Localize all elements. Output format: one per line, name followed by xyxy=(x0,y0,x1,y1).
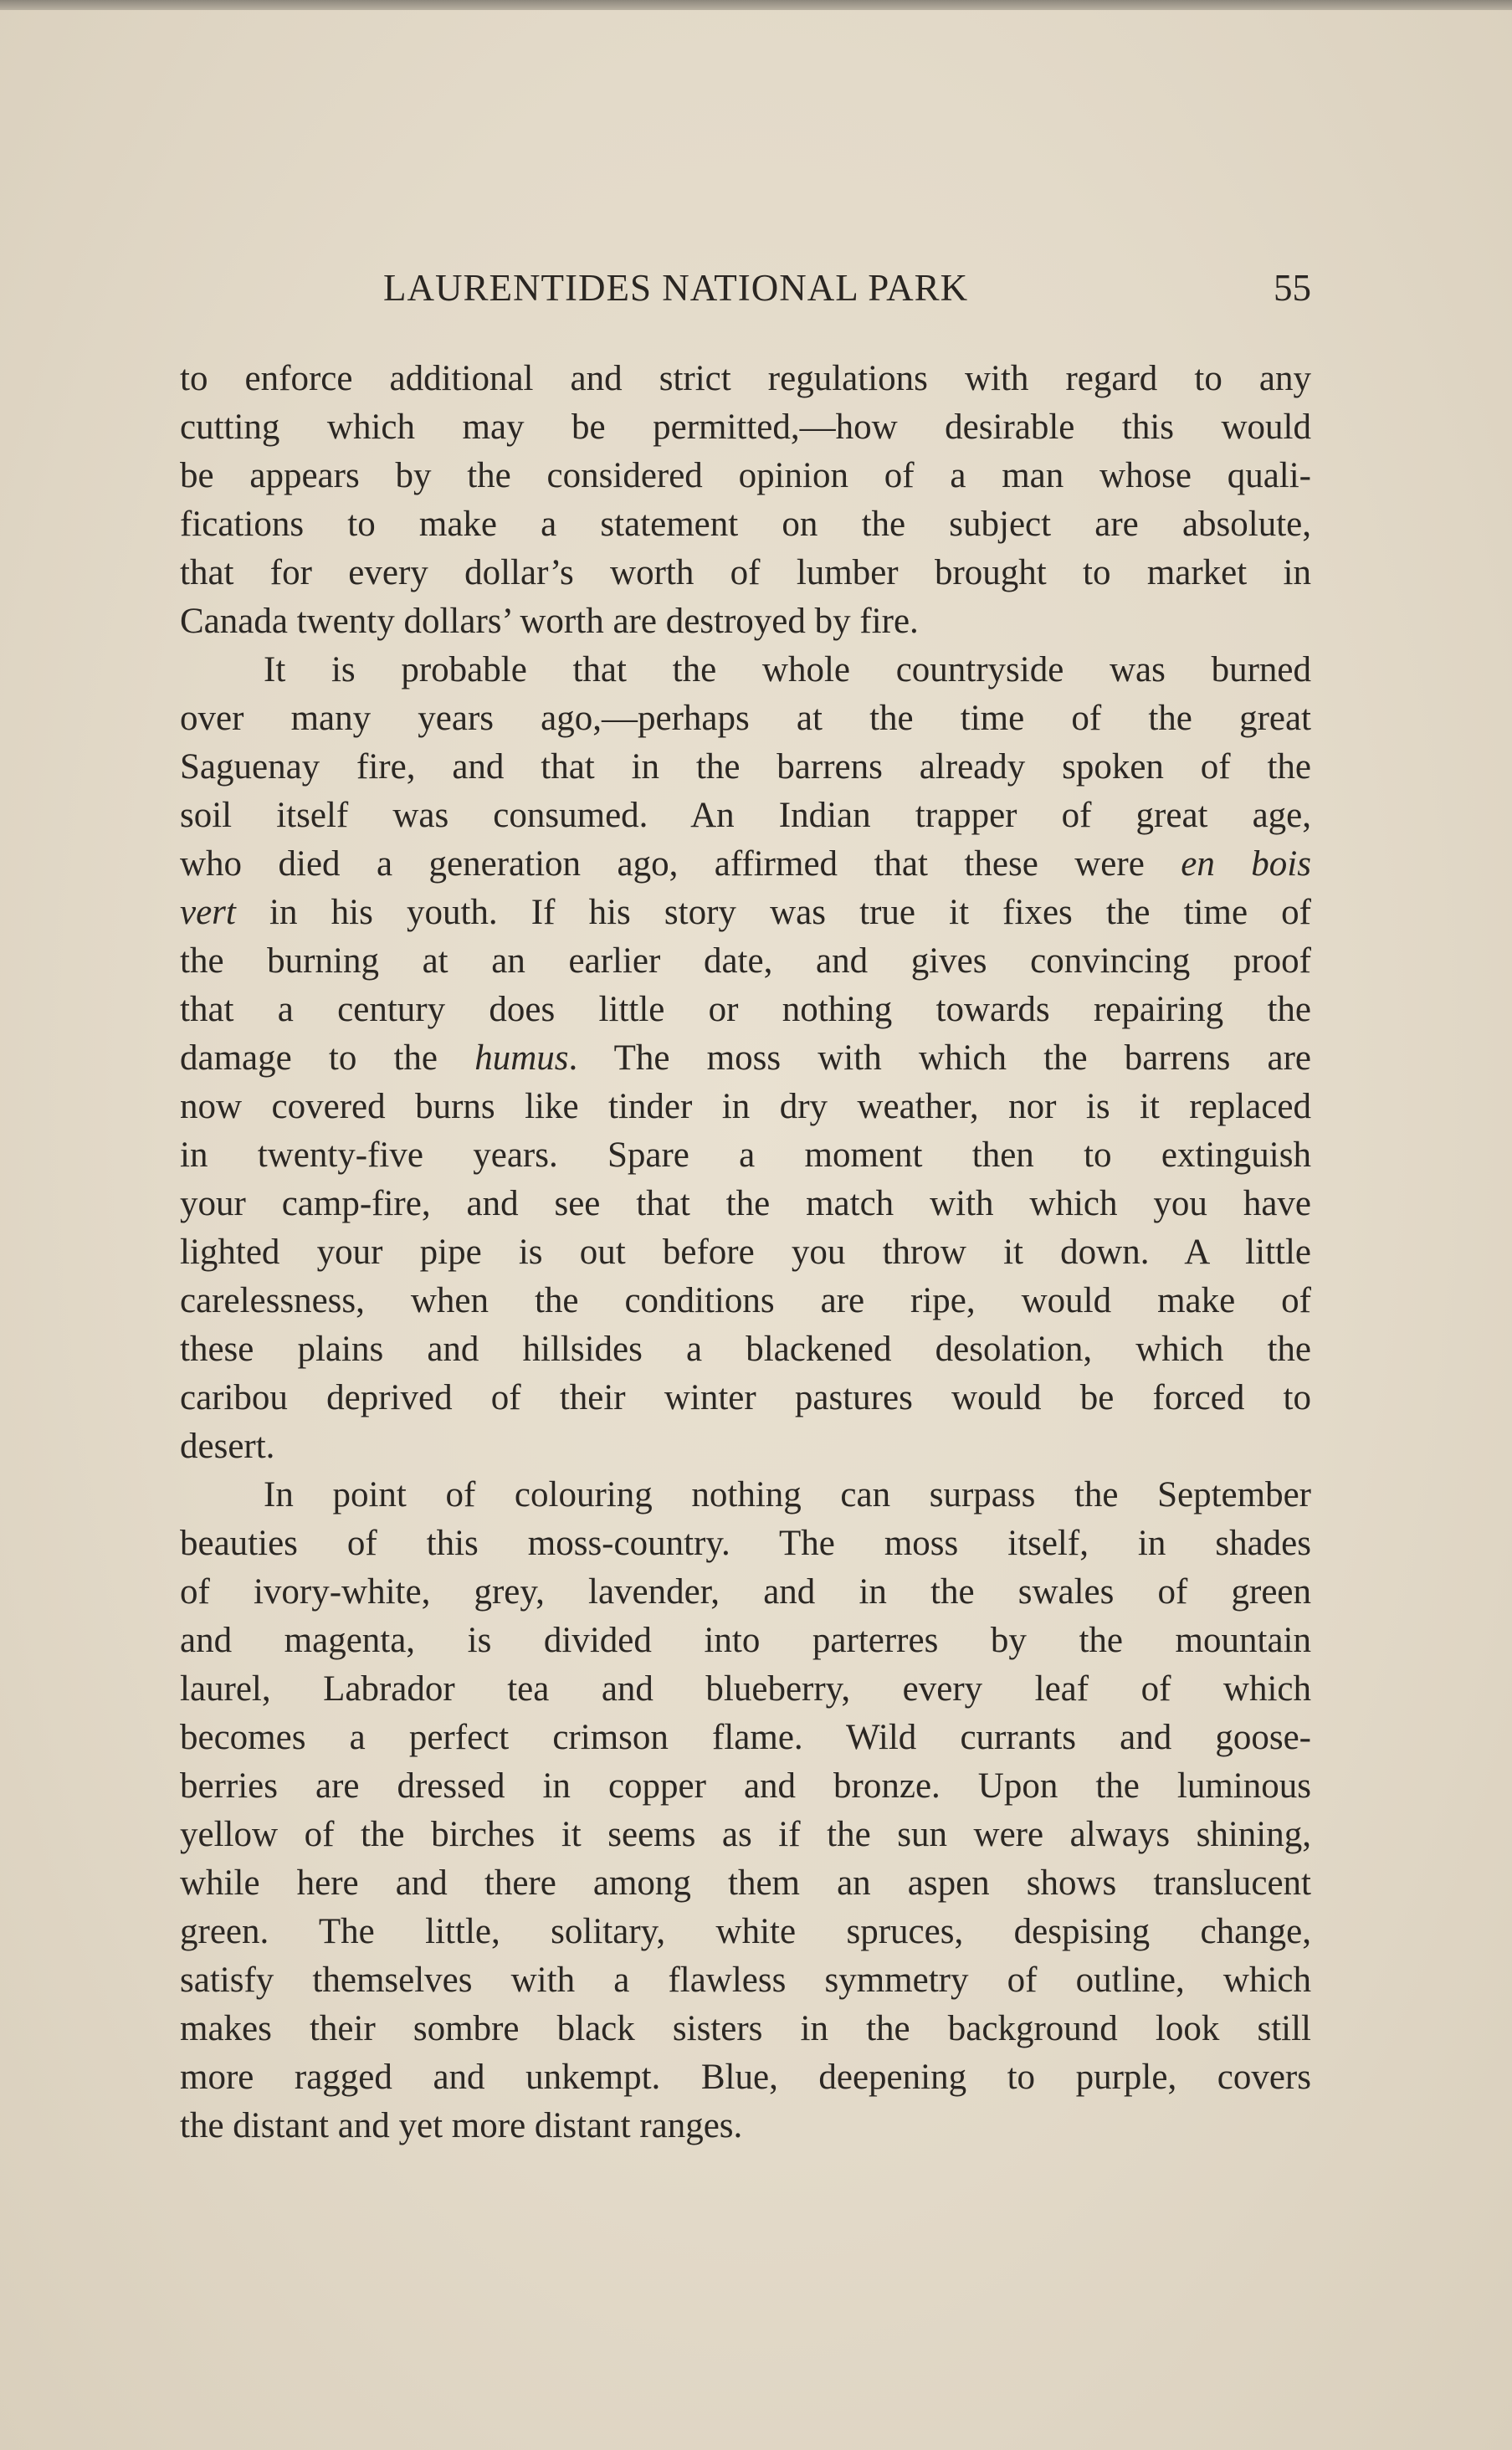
page-number: 55 xyxy=(1274,267,1311,309)
italic-phrase: en bois xyxy=(1181,844,1311,884)
text-segment: who died a generation ago, affirmed that these were xyxy=(180,844,1145,884)
text-line: over many years ago,—perhaps at the time of the great xyxy=(180,699,1311,738)
text-line: these plains and hillsides a blackened desolation, which the xyxy=(180,1330,1311,1369)
text-line: be appears by the considered opinion of a man whose quali- xyxy=(180,456,1311,495)
page-top-edge xyxy=(0,0,1512,10)
text-line: fications to make a statement on the subject are absolute, xyxy=(180,505,1311,544)
text-line: more ragged and unkempt. Blue, deepening to purple, covers xyxy=(180,2058,1311,2097)
page-header xyxy=(180,266,1311,325)
text-line: while here and there among them an aspen shows translucent xyxy=(180,1863,1311,1903)
text-line: laurel, Labrador tea and blueberry, every leaf of which xyxy=(180,1669,1311,1709)
text-line: becomes a perfect crimson flame. Wild currants and goose- xyxy=(180,1718,1311,1757)
running-title: LAURENTIDES NATIONAL PARK xyxy=(383,267,969,309)
text-line: that a century does little or nothing towards repairing the xyxy=(180,990,1311,1029)
text-line: yellow of the birches it seems as if the sun were always shining, xyxy=(180,1815,1311,1854)
text-line: satisfy themselves with a flawless symmetry of outline, which xyxy=(180,1961,1311,2000)
text-line: In point of colouring nothing can surpass the September xyxy=(264,1475,1311,1515)
text-line: desert. xyxy=(180,1427,275,1466)
text-line xyxy=(180,1034,1311,1083)
text-line: of ivory-white, grey, lavender, and in the swales of green xyxy=(180,1572,1311,1612)
text-line: cutting which may be permitted,—how desirable this would xyxy=(180,407,1311,447)
italic-phrase: humus xyxy=(474,1038,569,1078)
text-line: now covered burns like tinder in dry weather, nor is it replaced xyxy=(180,1087,1311,1126)
text-line: Saguenay fire, and that in the barrens already spoken of the xyxy=(180,747,1311,787)
text-segment: damage to the xyxy=(180,1038,438,1078)
text-line: makes their sombre black sisters in the background look still xyxy=(180,2009,1311,2048)
text-line: caribou deprived of their winter pastures would be forced to xyxy=(180,1378,1311,1417)
text-segment: in his youth. If his story was true it fixes the time of xyxy=(269,893,1312,932)
text-line: beauties of this moss-country. The moss itself, in shades xyxy=(180,1524,1311,1563)
text-segment: . The moss with which the barrens are xyxy=(568,1038,1312,1078)
text-line: green. The little, solitary, white spruces, despising change, xyxy=(180,1912,1311,1951)
text-line: It is probable that the whole countryside was burned xyxy=(264,650,1311,689)
text-line xyxy=(180,889,1311,937)
text-line: carelessness, when the conditions are ripe, would make of xyxy=(180,1281,1311,1320)
body-text xyxy=(180,355,1311,2150)
text-line: your camp-fire, and see that the match with which you have xyxy=(180,1184,1311,1223)
text-line: berries are dressed in copper and bronze. Upon the luminous xyxy=(180,1766,1311,1806)
text-line: the distant and yet more distant ranges. xyxy=(180,2106,743,2145)
text-line: soil itself was consumed. An Indian trapper of great age, xyxy=(180,796,1311,835)
italic-phrase: vert xyxy=(180,893,236,932)
text-line: Canada twenty dollars’ worth are destroyed by fire. xyxy=(180,602,919,641)
text-line: the burning at an earlier date, and gives convincing proof xyxy=(180,941,1311,981)
text-line: in twenty-five years. Spare a moment then to extinguish xyxy=(180,1135,1311,1175)
text-line: that for every dollar’s worth of lumber brought to market in xyxy=(180,553,1311,592)
text-line: to enforce additional and strict regulations with regard to any xyxy=(180,359,1311,398)
text-line xyxy=(180,840,1311,889)
text-line: lighted your pipe is out before you throw it down. A little xyxy=(180,1233,1311,1272)
text-line: and magenta, is divided into parterres by the mountain xyxy=(180,1621,1311,1660)
